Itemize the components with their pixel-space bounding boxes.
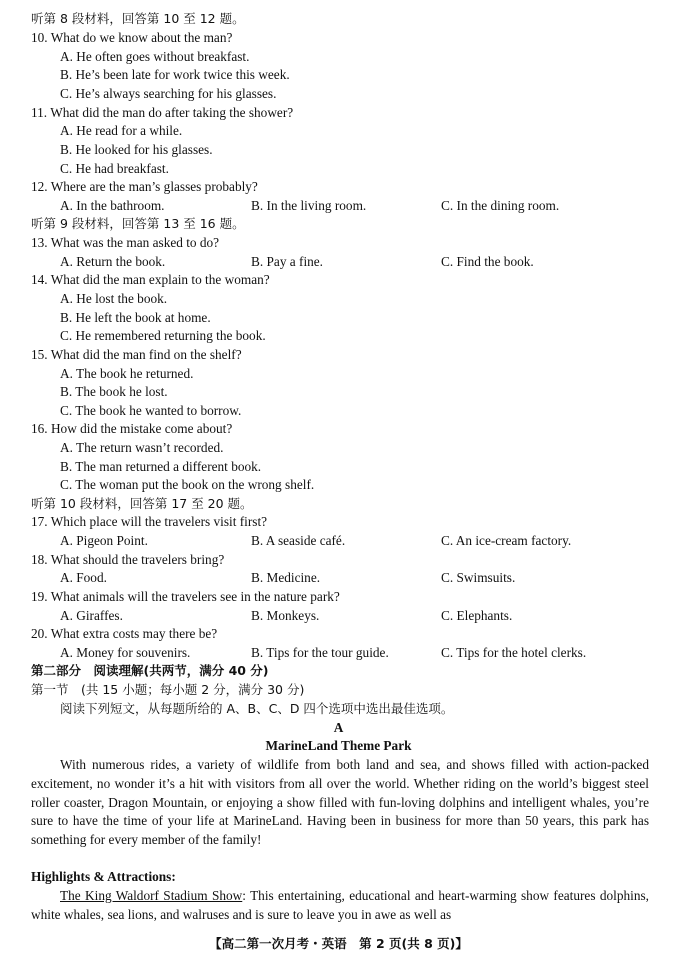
listening-header-9: 听第 9 段材料，回答第 13 至 16 题。 [31,216,245,231]
highlights-heading: Highlights & Attractions: [31,869,176,884]
show-name: The King Waldorf Stadium Show [60,888,243,903]
section-one-heading: 第一节 (共 15 小题；每小题 2 分，满分 30 分) [31,682,305,697]
passage-letter: A [333,720,344,735]
question-19-option-b: B. Monkeys. [251,608,320,623]
question-18: 18. What should the travelers bring? [31,552,225,567]
question-10-option-a: A. He often goes without breakfast. [60,49,250,64]
question-17-option-a: A. Pigeon Point. [60,533,148,548]
question-20-option-b: B. Tips for the tour guide. [251,645,389,660]
question-17-options [0,532,677,551]
question-20-option-a: A. Money for souvenirs. [60,645,191,660]
question-15-option-c: C. The book he wanted to borrow. [60,403,242,418]
question-14-option-c: C. He remembered returning the book. [60,328,266,343]
question-14-option-b: B. He left the book at home. [60,310,211,325]
question-10-option-c: C. He’s always searching for his glasses. [60,86,277,101]
question-18-option-b: B. Medicine. [251,570,321,585]
question-11: 11. What did the man do after taking the shower? [31,105,294,120]
question-17-option-c: C. An ice-cream factory. [441,533,572,548]
listening-header-10: 听第 10 段材料，回答第 17 至 20 题。 [31,496,253,511]
question-13: 13. What was the man asked to do? [31,235,220,250]
part-two-heading: 第二部分 阅读理解(共两节，满分 40 分) [31,663,269,678]
question-16-option-b: B. The man returned a different book. [60,459,262,474]
question-17-option-b: B. A seaside café. [251,533,346,548]
question-20-option-c: C. Tips for the hotel clerks. [441,645,587,660]
question-16: 16. How did the mistake come about? [31,421,233,436]
question-10: 10. What do we know about the man? [31,30,233,45]
passage-title: MarineLand Theme Park [265,738,412,753]
question-15-option-b: B. The book he lost. [60,384,168,399]
question-12-option-a: A. In the bathroom. [60,198,165,213]
question-20-options [0,644,677,663]
question-19-option-a: A. Giraffes. [60,608,123,623]
question-18-options [0,569,677,588]
question-11-option-c: C. He had breakfast. [60,161,169,176]
question-12-option-b: B. In the living room. [251,198,367,213]
question-12-option-c: C. In the dining room. [441,198,560,213]
question-15: 15. What did the man find on the shelf? [31,347,242,362]
reading-instruction: 阅读下列短文，从每题所给的 A、B、C、D 四个选项中选出最佳选项。 [60,701,454,716]
question-12-options [0,197,677,216]
question-15-option-a: A. The book he returned. [60,366,194,381]
question-13-option-c: C. Find the book. [441,254,534,269]
question-19-options [0,607,677,626]
page-footer: 【高二第一次月考・英语 第 2 页(共 8 页)】 [209,936,468,951]
question-14-option-a: A. He lost the book. [60,291,168,306]
question-14: 14. What did the man explain to the woman? [31,272,270,287]
question-13-option-a: A. Return the book. [60,254,166,269]
question-18-option-c: C. Swimsuits. [441,570,516,585]
question-17: 17. Which place will the travelers visit first? [31,514,268,529]
question-16-option-c: C. The woman put the book on the wrong shelf. [60,477,315,492]
question-18-option-a: A. Food. [60,570,107,585]
question-16-option-a: A. The return wasn’t recorded. [60,440,224,455]
question-13-options [0,253,677,272]
listening-header-8: 听第 8 段材料，回答第 10 至 12 题。 [31,11,245,26]
show-description: : This entertaining, educational and heart-warming show features dolphins, white whales, sea lions, and walruses and is sure to leave you in awe as well as [31,888,649,922]
question-11-option-b: B. He looked for his glasses. [60,142,213,157]
passage-paragraph: With numerous rides, a variety of wildlife from both land and sea, and shows filled with action-packed excitement, no wonder it’s a hit with visitors from all over the world. Whether riding on the world’s biggest steel roller coaster, Dragon Mountain, or enjoying a show filled with fun-loving dolphins and intelligent whales, you’re sure to have the time of your life at MarineLand. Having been in business for more than 50 years, this park has something for every member of the family! [31,757,649,848]
question-12: 12. Where are the man’s glasses probably? [31,179,258,194]
show-paragraph [31,887,649,925]
question-13-option-b: B. Pay a fine. [251,254,324,269]
question-10-option-b: B. He’s been late for work twice this week. [60,67,290,82]
question-20: 20. What extra costs may there be? [31,626,218,641]
question-19-option-c: C. Elephants. [441,608,513,623]
question-19: 19. What animals will the travelers see in the nature park? [31,589,340,604]
question-11-option-a: A. He read for a while. [60,123,183,138]
